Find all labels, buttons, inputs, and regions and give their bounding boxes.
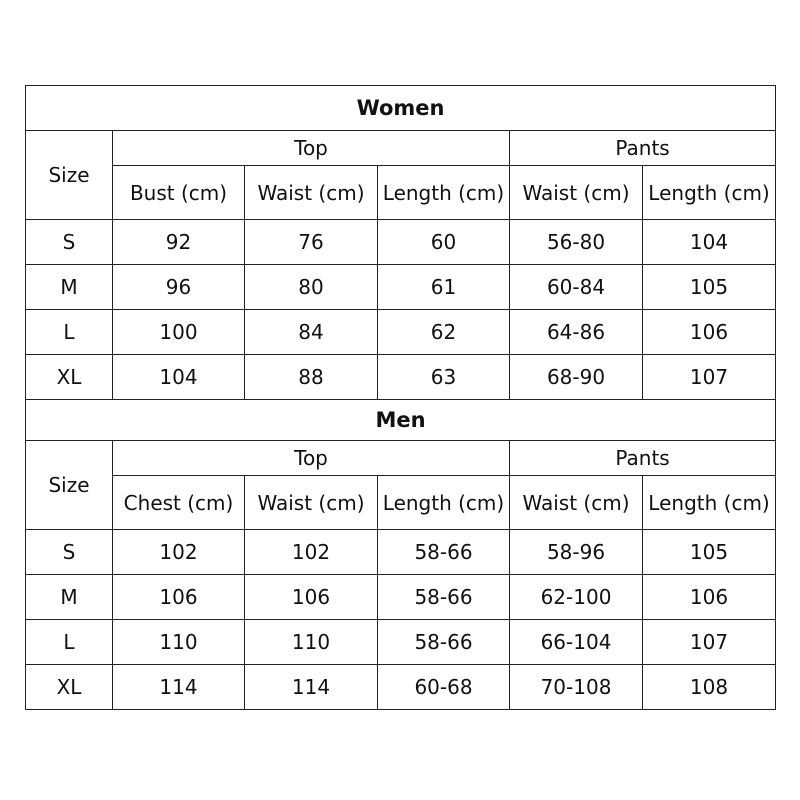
table-cell: 105 [643,265,776,310]
men-group-header-row [26,441,776,476]
table-cell: 56-80 [510,220,643,265]
column-header: Length (cm) [643,166,776,220]
size-chart-table [25,85,776,710]
column-header: Waist (cm) [510,476,643,530]
column-header: Length (cm) [378,166,510,220]
table-cell: 60-84 [510,265,643,310]
table-cell: 68-90 [510,355,643,400]
table-cell: 61 [378,265,510,310]
column-header: Bust (cm) [113,166,245,220]
table-cell: 110 [245,620,378,665]
table-cell: 58-66 [378,530,510,575]
size-cell: M [26,265,113,310]
column-header: Waist (cm) [245,476,378,530]
men-title: Men [26,400,776,441]
table-cell: 84 [245,310,378,355]
table-cell: 76 [245,220,378,265]
column-header: Waist (cm) [245,166,378,220]
table-row [26,620,776,665]
table-cell: 105 [643,530,776,575]
size-cell: M [26,575,113,620]
table-row [26,265,776,310]
table-cell: 70-108 [510,665,643,710]
table-cell: 106 [643,310,776,355]
table-cell: 62 [378,310,510,355]
size-cell: S [26,220,113,265]
size-cell: S [26,530,113,575]
table-cell: 88 [245,355,378,400]
table-cell: 102 [245,530,378,575]
table-cell: 58-96 [510,530,643,575]
table-cell: 106 [113,575,245,620]
men-section-header [26,400,776,441]
column-header: Length (cm) [378,476,510,530]
men-size-header: Size [26,441,113,530]
women-section-header [26,86,776,131]
table-cell: 60 [378,220,510,265]
column-header: Length (cm) [643,476,776,530]
table-cell: 62-100 [510,575,643,620]
women-pants-group-header: Pants [510,131,776,166]
table-row [26,355,776,400]
men-top-group-header: Top [113,441,510,476]
table-cell: 102 [113,530,245,575]
table-cell: 80 [245,265,378,310]
table-cell: 107 [643,355,776,400]
size-cell: L [26,310,113,355]
table-row [26,530,776,575]
table-cell: 110 [113,620,245,665]
size-cell: XL [26,665,113,710]
table-cell: 100 [113,310,245,355]
table-row [26,575,776,620]
table-cell: 66-104 [510,620,643,665]
men-pants-group-header: Pants [510,441,776,476]
table-cell: 104 [643,220,776,265]
column-header: Waist (cm) [510,166,643,220]
table-cell: 107 [643,620,776,665]
size-cell: XL [26,355,113,400]
table-cell: 64-86 [510,310,643,355]
women-group-header-row [26,131,776,166]
table-cell: 104 [113,355,245,400]
women-size-header: Size [26,131,113,220]
table-cell: 60-68 [378,665,510,710]
women-top-group-header: Top [113,131,510,166]
men-column-header-row [26,476,776,530]
table-row [26,220,776,265]
table-cell: 58-66 [378,620,510,665]
table-row [26,310,776,355]
table-cell: 58-66 [378,575,510,620]
table-cell: 96 [113,265,245,310]
table-cell: 92 [113,220,245,265]
table-cell: 114 [245,665,378,710]
column-header: Chest (cm) [113,476,245,530]
women-title: Women [26,86,776,131]
table-cell: 114 [113,665,245,710]
women-column-header-row [26,166,776,220]
table-cell: 63 [378,355,510,400]
size-cell: L [26,620,113,665]
table-cell: 106 [643,575,776,620]
table-cell: 108 [643,665,776,710]
table-row [26,665,776,710]
table-cell: 106 [245,575,378,620]
